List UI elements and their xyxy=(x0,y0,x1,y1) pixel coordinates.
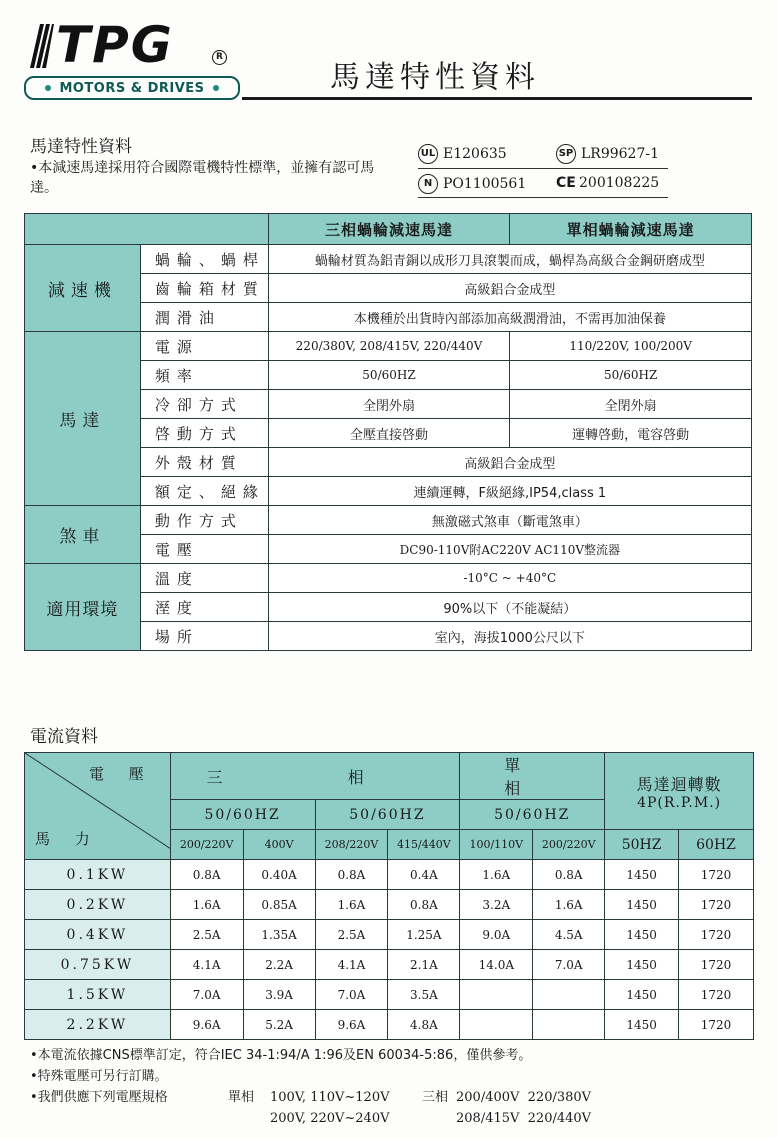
intro-text: •本減速馬達採用符合國際電機特性標準，並擁有認可馬達。 xyxy=(30,160,375,196)
current-cell: 1.6A xyxy=(460,860,533,890)
current-cell: 1.6A xyxy=(170,890,243,920)
power-cell: 0.75KW xyxy=(25,950,171,980)
table-row xyxy=(25,860,754,890)
freq-label: 50/60HZ xyxy=(315,800,460,830)
single-phase-header: 單 相 xyxy=(460,753,605,800)
current-cell: 1450 xyxy=(605,920,679,950)
current-cell: 9.6A xyxy=(170,1010,243,1040)
spec-value: 高級鋁合金成型 xyxy=(268,448,751,477)
three-spec: 208/415V 220/440V xyxy=(456,1111,592,1126)
spec-value-three: 全壓直接啓動 xyxy=(268,419,510,448)
current-cell: 7.0A xyxy=(533,950,605,980)
current-cell: 3.2A xyxy=(460,890,533,920)
current-cell: 4.1A xyxy=(170,950,243,980)
rpm-sub: 4P(R.P.M.) xyxy=(637,794,722,811)
group-motor: 馬達 xyxy=(25,332,141,506)
voltage-col: 208/220V xyxy=(315,830,388,860)
current-cell: 1450 xyxy=(605,1010,679,1040)
current-table xyxy=(24,752,754,1040)
spec-item: 場所 xyxy=(140,622,268,651)
current-cell: 0.4A xyxy=(388,860,460,890)
ul-icon: UL xyxy=(418,144,438,164)
current-cell: 1720 xyxy=(679,1010,754,1040)
spec-value: 無激磁式煞車（斷電煞車） xyxy=(268,506,751,535)
current-cell: 1.35A xyxy=(243,920,315,950)
single-spec: 100V, 110V~120V xyxy=(270,1090,390,1105)
rpm-header xyxy=(605,753,754,830)
current-cell: 2.2A xyxy=(243,950,315,980)
current-cell: 0.8A xyxy=(315,860,388,890)
group-environment: 適用環境 xyxy=(25,564,141,651)
current-cell: 9.6A xyxy=(315,1010,388,1040)
table-row xyxy=(25,950,754,980)
cert-ce-text: 200108225 xyxy=(579,175,660,191)
spec-item: 電源 xyxy=(140,332,268,361)
group-brake: 煞車 xyxy=(25,506,141,564)
current-cell: 0.8A xyxy=(170,860,243,890)
current-cell xyxy=(533,1010,605,1040)
single-spec: 200V, 220V~240V xyxy=(270,1111,390,1126)
spec-value-single: 全閉外扇 xyxy=(510,390,752,419)
voltage-spec-block xyxy=(30,1087,592,1129)
note-line: •特殊電壓可另行訂購。 xyxy=(30,1069,168,1084)
col-single-phase: 單相蝸輪減速馬達 xyxy=(510,214,752,245)
corner-voltage: 電 壓 xyxy=(88,765,154,783)
cert-csa xyxy=(556,144,659,164)
dot-icon xyxy=(45,85,51,91)
logo-text: TPG xyxy=(56,16,174,74)
group-reducer: 減速機 xyxy=(25,245,141,332)
col-three-phase: 三相蝸輪減速馬達 xyxy=(268,214,510,245)
registered-mark-icon: R xyxy=(212,50,227,65)
spec-value-three: 全閉外扇 xyxy=(268,390,510,419)
current-cell xyxy=(533,980,605,1010)
current-cell: 0.8A xyxy=(533,860,605,890)
cert-rule xyxy=(418,197,668,198)
spec-value: -10°C ~ +40°C xyxy=(268,564,751,593)
current-cell: 1.6A xyxy=(315,890,388,920)
table-row xyxy=(25,920,754,950)
current-cell: 1450 xyxy=(605,890,679,920)
corner-power: 馬 力 xyxy=(35,830,100,848)
current-cell: 1450 xyxy=(605,950,679,980)
logo-tagline-text: MOTORS & DRIVES xyxy=(59,80,205,96)
title-rule xyxy=(242,97,752,100)
current-cell: 3.5A xyxy=(388,980,460,1010)
current-cell: 1720 xyxy=(679,950,754,980)
current-cell: 1720 xyxy=(679,980,754,1010)
current-cell: 7.0A xyxy=(170,980,243,1010)
spec-item: 蝸輪、蝸桿 xyxy=(140,245,268,274)
current-title: 電流資料 xyxy=(30,727,98,747)
current-cell: 4.5A xyxy=(533,920,605,950)
current-cell: 1450 xyxy=(605,860,679,890)
spec-value: 本機種於出貨時內部添加高級潤滑油，不需再加油保養 xyxy=(268,303,751,332)
spec-value-single: 運轉啓動，電容啓動 xyxy=(510,419,752,448)
current-cell: 14.0A xyxy=(460,950,533,980)
spec-item: 潤滑油 xyxy=(140,303,268,332)
single-label: 單相 xyxy=(228,1090,255,1105)
spec-item: 電壓 xyxy=(140,535,268,564)
table-row xyxy=(25,890,754,920)
current-cell xyxy=(460,1010,533,1040)
current-cell: 5.2A xyxy=(243,1010,315,1040)
spec-value: DC90-110V附AC220V AC110V整流器 xyxy=(268,535,751,564)
power-cell: 1.5KW xyxy=(25,980,171,1010)
current-cell: 1450 xyxy=(605,980,679,1010)
n-mark-icon: N xyxy=(418,174,438,194)
three-spec: 200/400V 220/380V xyxy=(456,1090,592,1105)
current-cell: 1720 xyxy=(679,860,754,890)
intro-title: 馬達特性資料 xyxy=(30,137,132,157)
current-cell: 0.40A xyxy=(243,860,315,890)
power-cell: 0.1KW xyxy=(25,860,171,890)
spec-item: 齒輪箱材質 xyxy=(140,274,268,303)
spec-item: 頻率 xyxy=(140,361,268,390)
current-cell: 2.1A xyxy=(388,950,460,980)
note-line: •我們供應下列電壓規格 xyxy=(30,1090,168,1105)
csa-icon: SP xyxy=(556,144,576,164)
freq-label: 50/60HZ xyxy=(460,800,605,830)
spec-table xyxy=(24,213,752,651)
spec-value: 90%以下（不能凝結） xyxy=(268,593,751,622)
cert-csa-text: LR99627-1 xyxy=(581,146,660,162)
power-cell: 0.4KW xyxy=(25,920,171,950)
spec-value-single: 110/220V, 100/200V xyxy=(510,332,752,361)
three-phase-header: 三 相 xyxy=(170,753,460,800)
current-cell: 3.9A xyxy=(243,980,315,1010)
cert-rule xyxy=(418,168,668,169)
corner-cell xyxy=(25,753,171,860)
current-cell: 2.5A xyxy=(315,920,388,950)
spec-item: 動作方式 xyxy=(140,506,268,535)
rpm-title: 馬達迴轉數 xyxy=(636,774,722,794)
rpm-col: 60HZ xyxy=(679,830,754,860)
voltage-col: 100/110V xyxy=(460,830,533,860)
current-cell: 7.0A xyxy=(315,980,388,1010)
note-line: •本電流依據CNS標準訂定，符合IEC 34-1:94/A 1:96及EN 60034-5:86，僅供參考。 xyxy=(30,1048,532,1063)
current-cell: 1.25A xyxy=(388,920,460,950)
current-cell xyxy=(460,980,533,1010)
spec-value: 高級鋁合金成型 xyxy=(268,274,751,303)
spec-value-three: 220/380V, 208/415V, 220/440V xyxy=(268,332,510,361)
spec-item: 外殼材質 xyxy=(140,448,268,477)
spec-item: 溫度 xyxy=(140,564,268,593)
spec-value-three: 50/60HZ xyxy=(268,361,510,390)
current-cell: 1720 xyxy=(679,890,754,920)
power-cell: 0.2KW xyxy=(25,890,171,920)
spec-item: 溼度 xyxy=(140,593,268,622)
voltage-col: 400V xyxy=(243,830,315,860)
three-label: 三相 xyxy=(422,1090,449,1105)
logo-tagline xyxy=(24,76,240,100)
rpm-col: 50HZ xyxy=(605,830,679,860)
cert-n-text: PO1100561 xyxy=(443,176,527,192)
current-cell: 4.1A xyxy=(315,950,388,980)
notes xyxy=(30,1045,592,1129)
spec-value: 連續運轉，F級絕緣,IP54,class 1 xyxy=(268,477,751,506)
cert-ul xyxy=(418,144,507,164)
spec-item: 冷卻方式 xyxy=(140,390,268,419)
spec-value-single: 50/60HZ xyxy=(510,361,752,390)
spec-value: 室內，海拔1000公尺以下 xyxy=(268,622,751,651)
logo-stripes-icon xyxy=(30,24,54,68)
freq-label: 50/60HZ xyxy=(170,800,315,830)
voltage-col: 200/220V xyxy=(533,830,605,860)
spec-value: 蝸輪材質為鋁青銅以成形刀具滾製而成，蝸桿為高級合金鋼研磨成型 xyxy=(268,245,751,274)
current-cell: 4.8A xyxy=(388,1010,460,1040)
voltage-col: 200/220V xyxy=(170,830,243,860)
current-cell: 2.5A xyxy=(170,920,243,950)
current-cell: 1720 xyxy=(679,920,754,950)
voltage-col: 415/440V xyxy=(388,830,460,860)
table-row xyxy=(25,980,754,1010)
spec-item: 啓動方式 xyxy=(140,419,268,448)
cert-ul-text: E120635 xyxy=(443,146,507,162)
ce-icon: CE xyxy=(556,175,576,191)
spec-header-blank xyxy=(25,214,269,245)
page-title: 馬達特性資料 xyxy=(330,60,540,95)
current-cell: 0.85A xyxy=(243,890,315,920)
spec-item: 額定、絕緣 xyxy=(140,477,268,506)
current-cell: 0.8A xyxy=(388,890,460,920)
table-row xyxy=(25,1010,754,1040)
current-cell: 1.6A xyxy=(533,890,605,920)
cert-n xyxy=(418,174,526,194)
cert-ce xyxy=(556,174,659,192)
current-cell: 9.0A xyxy=(460,920,533,950)
power-cell: 2.2KW xyxy=(25,1010,171,1040)
dot-icon xyxy=(213,85,219,91)
